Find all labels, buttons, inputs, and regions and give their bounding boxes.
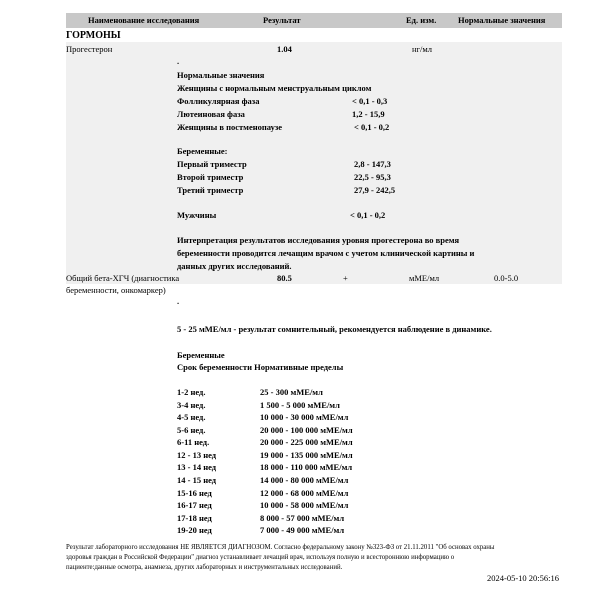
week-term: 6-11 нед. (177, 437, 210, 447)
week-term: 4-5 нед. (177, 412, 206, 422)
progesterone-result: 1.04 (277, 44, 292, 54)
hcg-unit: мМЕ/мл (409, 273, 440, 283)
week-range: 10 000 - 58 000 мМЕ/мл (260, 500, 349, 510)
cycle-title: Женщины с нормальным менструальным циклом (177, 83, 372, 93)
trimester-label: Третий триместр (177, 185, 244, 195)
hcg-result: 80.5 (277, 273, 292, 283)
men-label: Мужчины (177, 210, 217, 220)
week-range: 14 000 - 80 000 мМЕ/мл (260, 475, 349, 485)
week-term: 16-17 нед (177, 500, 212, 510)
week-range: 20 000 - 100 000 мМЕ/мл (260, 425, 353, 435)
progesterone-name: Прогестерон (66, 44, 113, 54)
disclaimer-line: Результат лабораторного исследования НЕ ЯВЛЯЕТСЯ ДИАГНОЗОМ. Согласно федеральному закону №323-ФЗ от 21.11.2011 "Об основах охраны (66, 544, 495, 551)
week-range: 12 000 - 68 000 мМЕ/мл (260, 488, 349, 498)
trimester-label: Первый триместр (177, 159, 247, 169)
normal-values-title: Нормальные значения (177, 70, 265, 80)
hcg-doubtful: 5 - 25 мМЕ/мл - результат сомнительный, рекомендуется наблюдение в динамике. (177, 324, 492, 334)
interpretation-line: данных других исследований. (177, 261, 292, 271)
phase-label: Фолликулярная фаза (177, 96, 260, 106)
phase-label: Женщины в постменопаузе (177, 122, 283, 132)
week-term: 15-16 нед (177, 488, 212, 498)
week-range: 8 000 - 57 000 мМЕ/мл (260, 513, 345, 523)
phase-value: 1,2 - 15,9 (352, 109, 385, 119)
disclaimer-line: пациенте:данные осмотра, анамнеза, других лабораторных и инструментальных исследований. (66, 564, 343, 571)
hcg-flag: + (343, 273, 348, 283)
pregnant-title: Беременные: (177, 146, 228, 156)
week-range: 10 000 - 30 000 мМЕ/мл (260, 412, 349, 422)
trimester-label: Второй триместр (177, 172, 244, 182)
interpretation-line: беременности проводится лечащим врачом с учетом клинической картины и (177, 248, 475, 258)
trimester-value: 22,5 - 95,3 (354, 172, 391, 182)
table-header (66, 13, 562, 28)
week-term: 5-6 нед. (177, 425, 206, 435)
disclaimer-line: здоровья граждан в Российской Федерации" диагноз устанавливает лечащий врач, используя полную и всестороннюю информацию о (66, 554, 455, 561)
week-range: 19 000 - 135 000 мМЕ/мл (260, 450, 353, 460)
week-term: 12 - 13 нед (177, 450, 217, 460)
hcg-name: Общий бета-ХГЧ (диагностика (66, 273, 180, 283)
interpretation-line: Интерпретация результатов исследования уровня прогестерона во время (177, 235, 460, 245)
phase-value: < 0,1 - 0,2 (354, 122, 390, 132)
week-range: 25 - 300 мМЕ/мл (260, 387, 323, 397)
men-value: < 0,1 - 0,2 (350, 210, 386, 220)
week-term: 19-20 нед (177, 525, 212, 535)
hcg-dot: . (177, 296, 180, 306)
week-term: 13 - 14 нед (177, 462, 217, 472)
week-term: 1-2 нед. (177, 387, 206, 397)
header-unit: Ед. изм. (406, 15, 437, 25)
header-name: Наименование исследования (88, 15, 200, 25)
trimester-value: 27,9 - 242,5 (354, 185, 396, 195)
progesterone-unit: нг/мл (412, 44, 433, 54)
hcg-name: беременности, онкомаркер) (66, 285, 166, 295)
week-term: 17-18 нед (177, 513, 212, 523)
week-term: 3-4 нед. (177, 400, 206, 410)
timestamp: 2024-05-10 20:56:16 (487, 573, 560, 583)
week-range: 20 000 - 225 000 мМЕ/мл (260, 437, 353, 447)
header-norm: Нормальные значения (458, 15, 546, 25)
phase-label: Лютеиновая фаза (177, 109, 245, 119)
week-range: 7 000 - 49 000 мМЕ/мл (260, 525, 345, 535)
progesterone-dot: . (177, 56, 180, 66)
phase-value: < 0,1 - 0,3 (352, 96, 388, 106)
week-range: 1 500 - 5 000 мМЕ/мл (260, 400, 340, 410)
week-term: 14 - 15 нед (177, 475, 217, 485)
week-range: 18 000 - 110 000 мМЕ/мл (260, 462, 353, 472)
hcg-norm: 0.0-5.0 (494, 273, 519, 283)
section-title: ГОРМОНЫ (66, 30, 121, 41)
trimester-value: 2,8 - 147,3 (354, 159, 391, 169)
header-result: Результат (263, 15, 301, 25)
hcg-pregnant-title: Беременные (177, 350, 225, 360)
hcg-table-head: Срок беременности Нормативные пределы (177, 362, 344, 372)
